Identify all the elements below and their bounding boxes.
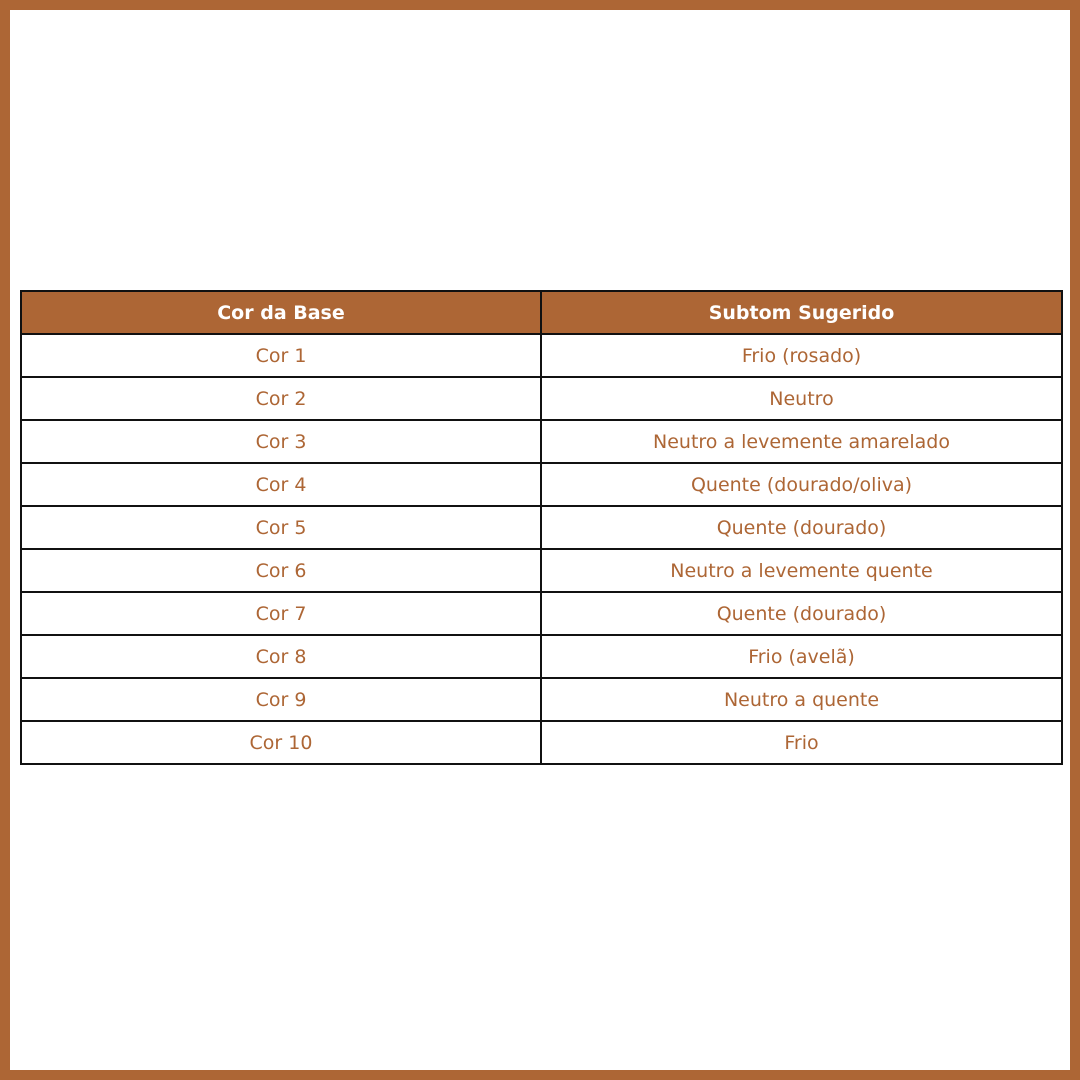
table-row	[21, 506, 1062, 549]
cell-base-color: Cor 10	[21, 721, 541, 764]
table-row	[21, 678, 1062, 721]
table-row	[21, 377, 1062, 420]
table-row	[21, 635, 1062, 678]
cell-undertone: Neutro a levemente amarelado	[541, 420, 1062, 463]
table-header-row	[21, 291, 1062, 334]
cell-undertone: Neutro a levemente quente	[541, 549, 1062, 592]
undertone-table	[20, 290, 1063, 765]
cell-undertone: Frio	[541, 721, 1062, 764]
cell-undertone: Neutro	[541, 377, 1062, 420]
table-row	[21, 592, 1062, 635]
cell-base-color: Cor 7	[21, 592, 541, 635]
table-row	[21, 463, 1062, 506]
table-row	[21, 334, 1062, 377]
cell-base-color: Cor 4	[21, 463, 541, 506]
cell-undertone: Neutro a quente	[541, 678, 1062, 721]
cell-undertone: Frio (rosado)	[541, 334, 1062, 377]
table-row	[21, 549, 1062, 592]
cell-base-color: Cor 9	[21, 678, 541, 721]
cell-base-color: Cor 6	[21, 549, 541, 592]
table-row	[21, 420, 1062, 463]
header-base-color: Cor da Base	[21, 291, 541, 334]
cell-undertone: Frio (avelã)	[541, 635, 1062, 678]
cell-undertone: Quente (dourado)	[541, 592, 1062, 635]
cell-undertone: Quente (dourado)	[541, 506, 1062, 549]
cell-base-color: Cor 5	[21, 506, 541, 549]
table-row	[21, 721, 1062, 764]
header-suggested-undertone: Subtom Sugerido	[541, 291, 1062, 334]
cell-base-color: Cor 1	[21, 334, 541, 377]
cell-base-color: Cor 8	[21, 635, 541, 678]
cell-base-color: Cor 3	[21, 420, 541, 463]
cell-base-color: Cor 2	[21, 377, 541, 420]
cell-undertone: Quente (dourado/oliva)	[541, 463, 1062, 506]
